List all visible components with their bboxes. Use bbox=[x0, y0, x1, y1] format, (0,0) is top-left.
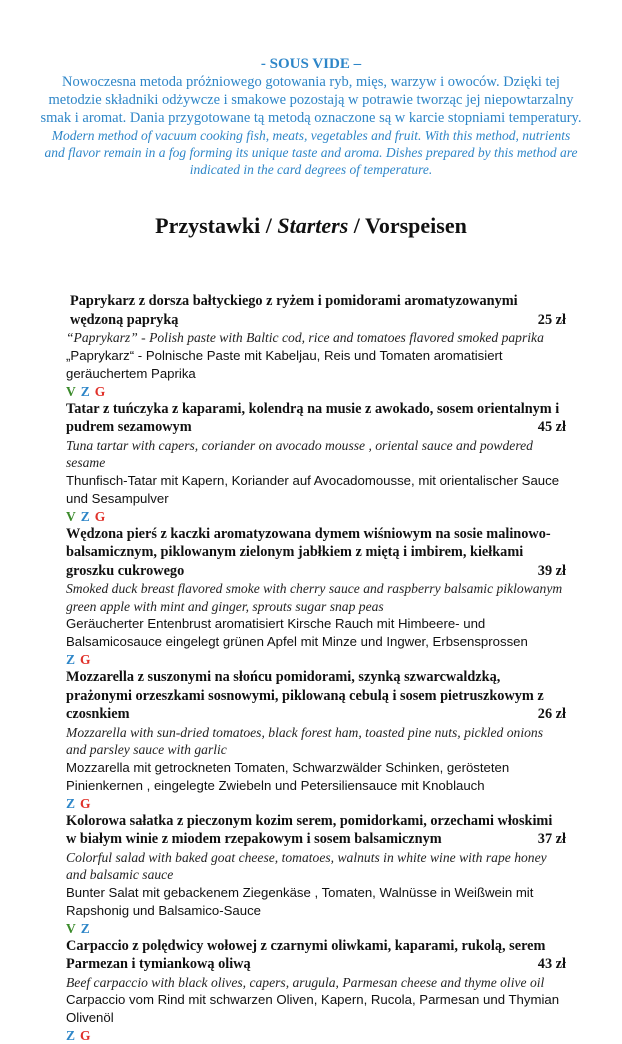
dish-name-text: Mozzarella z suszonymi na słońcu pomidorami, szynką szwarcwaldzką, prażonymi orzeszkami sosnowymi, piklowaną cebulą i sosem pietruszkowym z czosnkiem bbox=[66, 669, 544, 722]
dietary-tag: G bbox=[80, 1028, 91, 1043]
menu-item bbox=[66, 812, 566, 937]
dish-name bbox=[66, 525, 566, 581]
dish-price: 43 zł bbox=[538, 955, 566, 974]
dietary-tag: Z bbox=[66, 796, 75, 811]
dietary-tag: Z bbox=[81, 921, 90, 936]
dish-description-de: Thunfisch-Tatar mit Kapern, Koriander auf Avocadomousse, mit orientalischer Sauce und Sesampulver bbox=[66, 472, 566, 508]
dish-description-en: Smoked duck breast flavored smoke with cherry sauce and raspberry balsamic piklowanym green apple with mint and ginger, sprouts sugar snap peas bbox=[66, 580, 566, 615]
dietary-tag: G bbox=[95, 509, 106, 524]
menu-item bbox=[66, 525, 566, 669]
dish-description-en: Colorful salad with baked goat cheese, tomatoes, walnuts in white wine with rape honey and balsamic sauce bbox=[66, 849, 566, 884]
intro-text-pl: Nowoczesna metoda próżniowego gotowania ryb, mięs, warzyw i owoców. Dzięki tej metodzie składniki odżywcze i smakowe pozostają w potrawie tworząc jej niepowtarzalny smak i aromat. Dania przygotowane tą metodą oznaczone są w karcie stopniami temperatury. bbox=[40, 73, 582, 127]
dish-name-text: Paprykarz z dorsza bałtyckiego z ryżem i pomidorami aromatyzowanymi wędzoną papryką bbox=[70, 293, 518, 328]
dish-description-en: Tuna tartar with capers, coriander on avocado mousse , oriental sauce and powdered sesame bbox=[66, 437, 566, 472]
dietary-tags bbox=[66, 508, 566, 525]
dietary-tags bbox=[66, 1027, 566, 1044]
dietary-tags bbox=[66, 920, 566, 937]
dish-price: 37 zł bbox=[538, 830, 566, 849]
dish-name-text: Tatar z tuńczyka z kaparami, kolendrą na musie z awokado, sosem orientalnym i pudrem sezamowym bbox=[66, 401, 559, 436]
dish-description-de: Bunter Salat mit gebackenem Ziegenkäse , Tomaten, Walnüsse in Weißwein mit Rapshonig und Balsamico-Sauce bbox=[66, 884, 566, 920]
menu-list bbox=[66, 292, 566, 1044]
dish-price: 25 zł bbox=[538, 311, 566, 330]
dish-description-de: Carpaccio vom Rind mit schwarzen Oliven, Kapern, Rucola, Parmesan und Thymian Olivenöl bbox=[66, 991, 566, 1027]
heading-pl: Przystawki / bbox=[155, 213, 272, 238]
dietary-tags bbox=[66, 795, 566, 812]
dietary-tags bbox=[66, 383, 566, 400]
dish-name-text: Kolorowa sałatka z pieczonym kozim serem, pomidorkami, orzechami włoskimi w białym winie z miodem rzepakowym i sosem balsamicznym bbox=[66, 813, 552, 848]
dietary-tag: V bbox=[66, 921, 76, 936]
section-heading bbox=[0, 213, 622, 239]
intro-text-en: Modern method of vacuum cooking fish, meats, vegetables and fruit. With this method, nutrients and flavor remain in a fog forming its unique taste and aroma. Dishes prepared by this method are indicated in the card degrees of temperature. bbox=[40, 127, 582, 178]
dish-description-de: Geräucherter Entenbrust aromatisiert Kirsche Rauch mit Himbeere- und Balsamicosauce eingelegt grünen Apfel mit Minze und Ingwer, Erbsensprossen bbox=[66, 615, 566, 651]
dish-name bbox=[66, 812, 566, 849]
heading-en: Starters bbox=[277, 213, 348, 238]
dish-name bbox=[66, 937, 566, 974]
dietary-tag: V bbox=[66, 509, 76, 524]
dish-price: 45 zł bbox=[538, 418, 566, 437]
menu-item bbox=[66, 668, 566, 812]
dish-name bbox=[66, 400, 566, 437]
menu-item bbox=[66, 937, 566, 1044]
dietary-tag: Z bbox=[66, 652, 75, 667]
menu-item bbox=[66, 400, 566, 525]
dietary-tag: G bbox=[80, 652, 91, 667]
dish-description-en: “Paprykarz” - Polish paste with Baltic cod, rice and tomatoes flavored smoked paprika bbox=[66, 329, 566, 347]
dietary-tag: G bbox=[80, 796, 91, 811]
dish-description-en: Mozzarella with sun-dried tomatoes, black forest ham, toasted pine nuts, pickled onions and parsley sauce with garlic bbox=[66, 724, 566, 759]
intro-title: - SOUS VIDE – bbox=[40, 55, 582, 73]
dish-price: 26 zł bbox=[538, 705, 566, 724]
menu-item bbox=[66, 292, 566, 400]
dietary-tag: Z bbox=[66, 1028, 75, 1043]
dish-name-text: Carpaccio z polędwicy wołowej z czarnymi oliwkami, kaparami, rukolą, serem Parmezan i tymiankową oliwą bbox=[66, 938, 545, 973]
dietary-tags bbox=[66, 651, 566, 668]
dish-description-en: Beef carpaccio with black olives, capers, arugula, Parmesan cheese and thyme olive oil bbox=[66, 974, 566, 992]
dietary-tag: G bbox=[95, 384, 106, 399]
heading-de: / Vorspeisen bbox=[354, 213, 467, 238]
dish-description-de: „Paprykarz“ - Polnische Paste mit Kabeljau, Reis und Tomaten aromatisiert geräuchertem Paprika bbox=[66, 347, 566, 383]
dish-name bbox=[66, 668, 566, 724]
dish-price: 39 zł bbox=[538, 562, 566, 581]
dietary-tag: Z bbox=[81, 509, 90, 524]
dish-name-text: Wędzona pierś z kaczki aromatyzowana dymem wiśniowym na sosie malinowo-balsamicznym, piklowanym zielonym jabłkiem z miętą i imbirem, kiełkami groszku cukrowego bbox=[66, 526, 551, 579]
dish-name bbox=[66, 292, 566, 329]
sous-vide-intro bbox=[40, 55, 582, 178]
dish-description-de: Mozzarella mit getrockneten Tomaten, Schwarzwälder Schinken, gerösteten Pinienkernen , eingelegte Zwiebeln und Petersiliensauce mit Knoblauch bbox=[66, 759, 566, 795]
dietary-tag: Z bbox=[81, 384, 90, 399]
dietary-tag: V bbox=[66, 384, 76, 399]
